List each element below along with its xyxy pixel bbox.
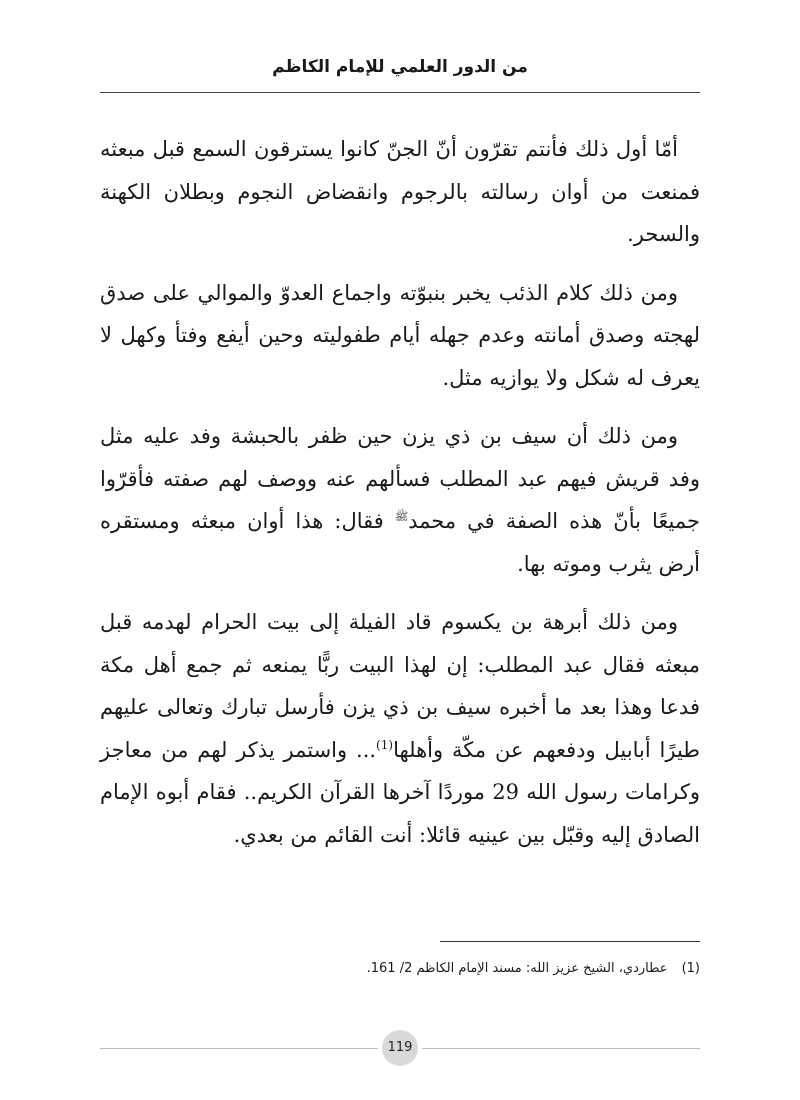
- paragraph-3-text-b: فقال: هذا أوان مبعثه ومستقره أرض يثرب وموته بها.: [100, 509, 700, 576]
- paragraph-4-text-a: ومن ذلك أبرهة بن يكسوم قاد الفيلة إلى بيت الحرام لهدمه قبل مبعثه فقال عبد المطلب: إن لهذا البيت ربًّا يمنعه ثم جمع أهل مكة فدعا وهذا بعد ما أخبره سيف بن ذي يزن فأرسل تبارك وتعالى عليهم طيرًا أبابيل ودفعهم عن مكّة وأهلها: [100, 610, 701, 762]
- paragraph-3: [100, 415, 700, 585]
- paragraph-2: ومن ذلك كلام الذئب يخبر بنبوّته واجماع العدوّ والموالي على صدق لهجته وصدق أمانته وعدم جهله أيام طفوليته وحين أيفع وفتأ وكهل لا يعرف له شكل ولا يوازيه مثل.: [100, 280, 700, 390]
- paragraph-4-text-b: ... واستمر يذكر لهم من معاجز وكرامات رسول الله 29 موردًا آخرها القرآن الكريم.. فقام أبوه الإمام الصادق إليه وقبّل بين عينيه قائلا: أنت القائم من بعدي.: [100, 737, 700, 847]
- footnote-divider: [440, 941, 700, 942]
- page-number-rule-left: [100, 1048, 378, 1049]
- paragraph-4: [100, 601, 700, 856]
- footnote-text: عطاردي، الشيخ عزيز الله: مسند الإمام الكاظم 2/ 161.: [366, 961, 668, 976]
- footnote-reference[interactable]: (1): [376, 737, 394, 752]
- footnote: [100, 958, 700, 980]
- header-divider: [100, 92, 700, 93]
- salawat-glyph: ﷺ: [394, 510, 409, 523]
- footnote-number: (1): [681, 961, 700, 976]
- main-text: [100, 128, 700, 872]
- page-number: 119: [382, 1030, 418, 1066]
- paragraph-3-text-a: ومن ذلك أن سيف بن ذي يزن حين ظفر بالحبشة وفد عليه مثل وفد قريش فيهم عبد المطلب فسألهم عنه ووصف لهم صفته فأقرّوا جميعًا بأنّ هذه الصفة في محمد: [100, 424, 700, 533]
- page-number-rule-right: [422, 1048, 700, 1049]
- running-header: من الدور العلمي للإمام الكاظم: [272, 57, 528, 77]
- paragraph-1: أمّا أول ذلك فأنتم تقرّون أنّ الجنّ كانوا يسترقون السمع قبل مبعثه فمنعت من أوان رسالته بالرجوم وانقضاض النجوم وبطلان الكهنة والسحر.: [100, 137, 700, 246]
